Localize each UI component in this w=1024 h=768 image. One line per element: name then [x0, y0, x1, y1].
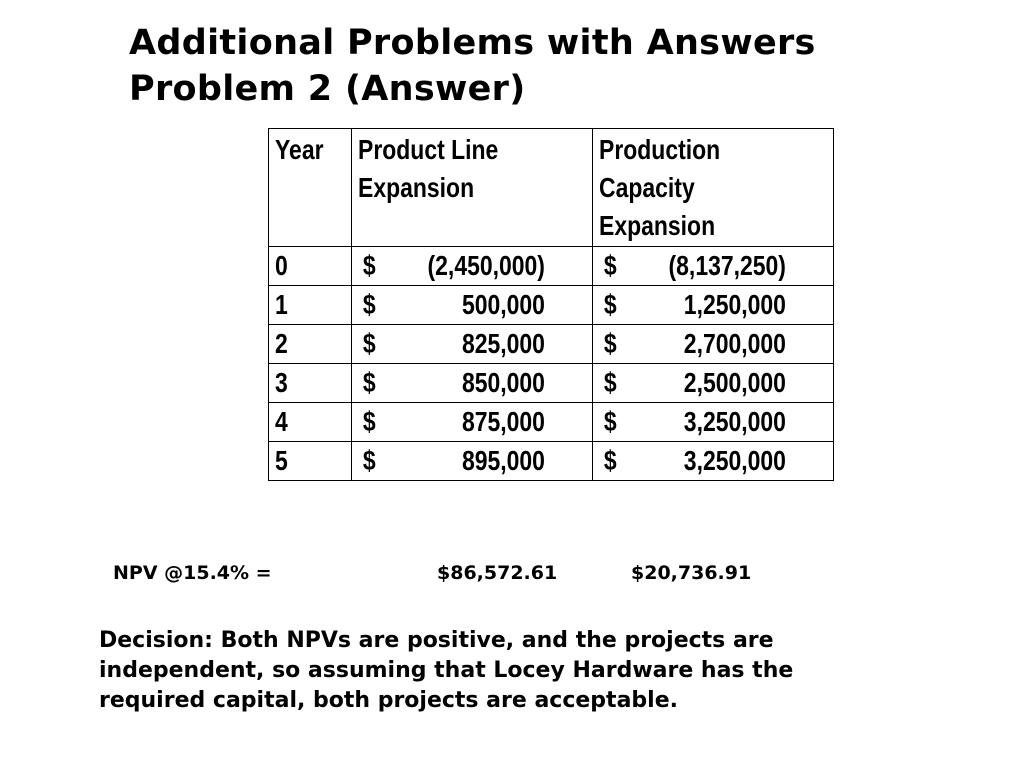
cell-year: 5: [269, 442, 352, 481]
cell-product-line: $ 500,000: [352, 286, 593, 325]
slide-title: [129, 20, 816, 112]
decision-text: [99, 626, 959, 716]
table-row: [269, 364, 834, 403]
npv-product-line-value: $86,572.61: [437, 562, 558, 584]
cell-year: 3: [269, 364, 352, 403]
title-line-1: Additional Problems with Answers: [129, 23, 816, 63]
table-row: [269, 325, 834, 364]
header-product-line-expansion: Product Line Expansion: [352, 129, 593, 247]
cell-product-line: $ 895,000: [352, 442, 593, 481]
cell-product-line: $ 825,000: [352, 325, 593, 364]
cell-production-capacity: $ (8,137,250): [593, 247, 834, 286]
table-row: [269, 286, 834, 325]
cell-year: 0: [269, 247, 352, 286]
cell-product-line: $ 850,000: [352, 364, 593, 403]
decision-line-1: Decision: Both NPVs are positive, and the projects are: [99, 628, 774, 653]
npv-label: NPV @15.4% =: [113, 562, 272, 584]
table-row: [269, 247, 834, 286]
cell-production-capacity: $ 1,250,000: [593, 286, 834, 325]
cell-product-line: $ 875,000: [352, 403, 593, 442]
table-row: [269, 403, 834, 442]
npv-row: [0, 559, 1024, 587]
cell-production-capacity: $ 2,500,000: [593, 364, 834, 403]
cell-product-line: $ (2,450,000): [352, 247, 593, 286]
cell-production-capacity: $ 3,250,000: [593, 442, 834, 481]
table-row: [269, 442, 834, 481]
cell-production-capacity: $ 2,700,000: [593, 325, 834, 364]
cash-flow-table: [268, 128, 834, 481]
cell-year: 4: [269, 403, 352, 442]
header-year: Year: [269, 129, 352, 247]
title-line-2: Problem 2 (Answer): [129, 69, 526, 109]
npv-production-capacity-value: $20,736.91: [631, 562, 752, 584]
header-production-capacity-expansion: Production Capacity Expansion: [593, 129, 834, 247]
decision-line-2: independent, so assuming that Locey Hardware has the: [99, 658, 794, 683]
cell-year: 2: [269, 325, 352, 364]
decision-line-3: required capital, both projects are acceptable.: [99, 688, 678, 713]
table-header-row: [269, 129, 834, 247]
cell-year: 1: [269, 286, 352, 325]
cell-production-capacity: $ 3,250,000: [593, 403, 834, 442]
